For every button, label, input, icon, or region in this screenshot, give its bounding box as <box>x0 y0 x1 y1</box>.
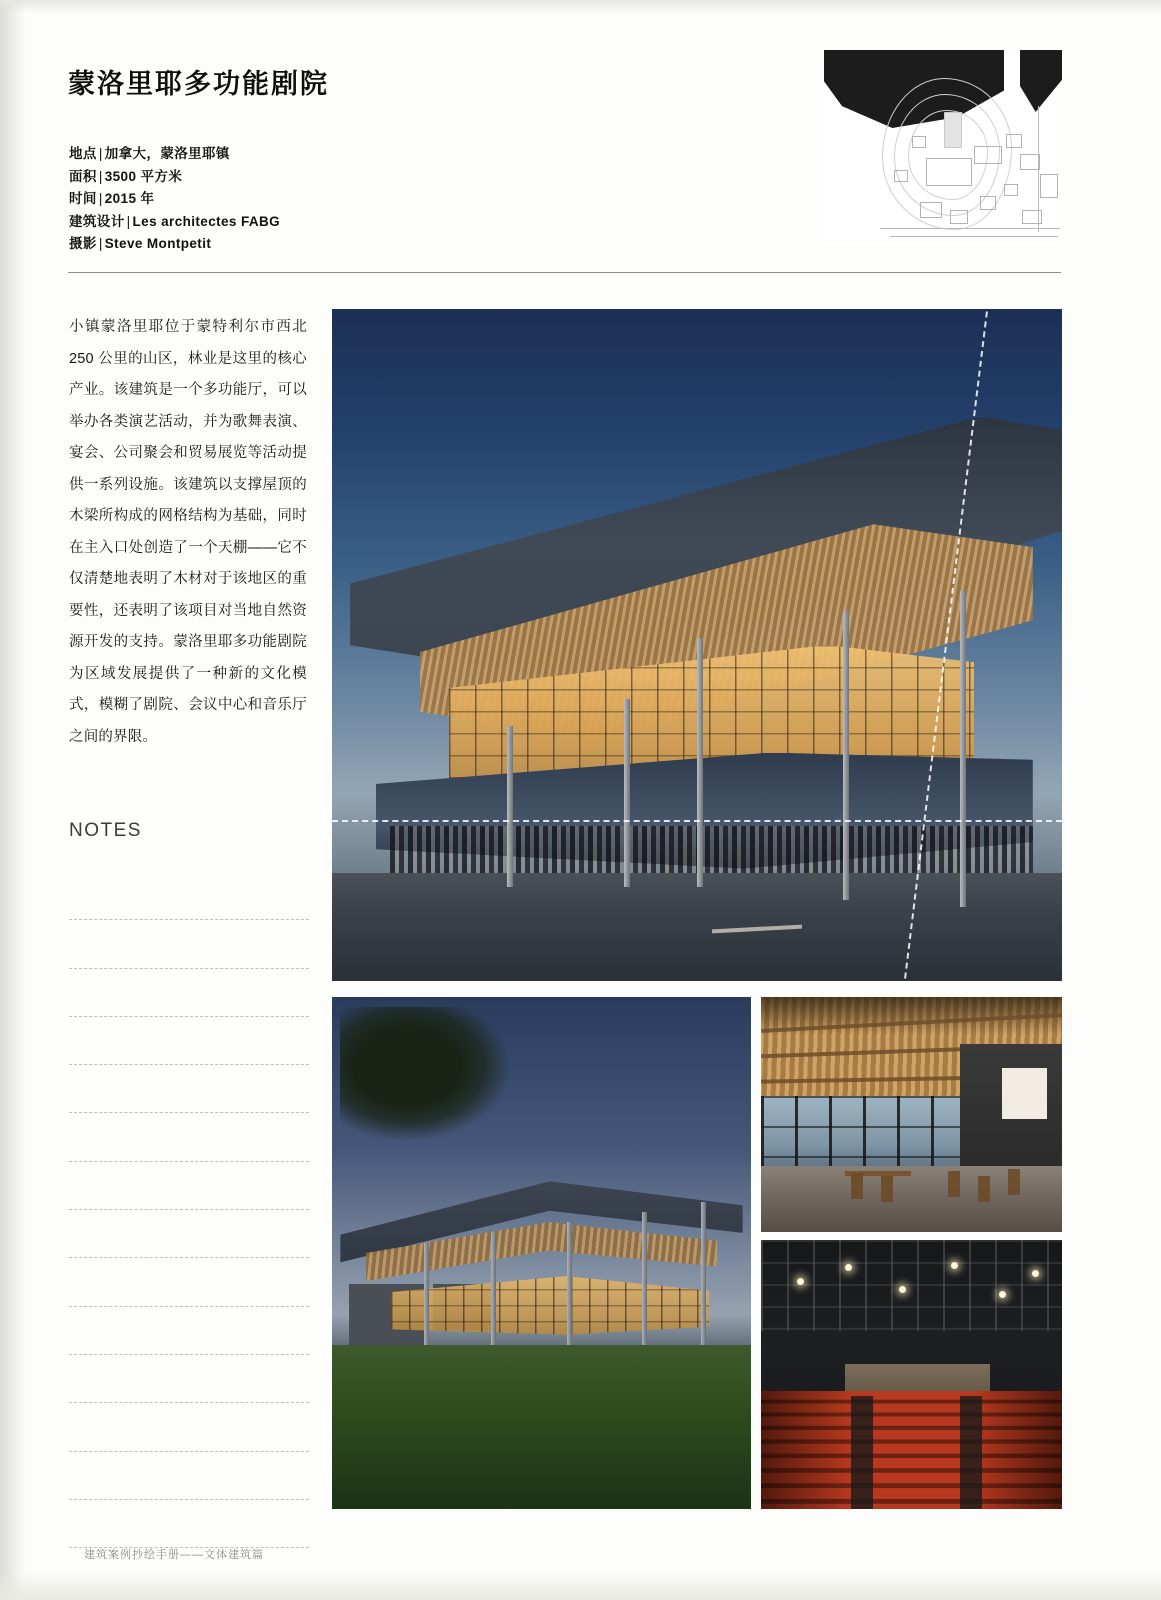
metadata-value: 2015 年 <box>104 191 155 206</box>
metadata-separator: | <box>98 168 103 184</box>
metadata-value: 3500 平方米 <box>104 168 183 184</box>
bar-stool <box>1008 1169 1020 1195</box>
lighting-rig-grid <box>761 1240 1062 1331</box>
exterior-dusk-main-photo <box>332 309 1062 981</box>
aisle <box>960 1396 982 1509</box>
metadata-row <box>69 211 280 234</box>
metadata-row <box>69 233 280 256</box>
metadata-label: 建筑设计 <box>69 213 125 229</box>
note-line[interactable] <box>69 1162 309 1210</box>
bar-stool <box>881 1176 893 1202</box>
window-mullion-grid <box>761 1096 960 1176</box>
wall-artwork <box>1002 1068 1047 1120</box>
annotation-dashed-line <box>332 820 1062 822</box>
crowd-of-people <box>390 826 1032 880</box>
street-ground <box>332 873 1062 981</box>
notes-ruled-area[interactable] <box>69 872 309 1548</box>
structural-column <box>843 611 849 900</box>
note-line[interactable] <box>69 1403 309 1451</box>
site-plan-building <box>980 196 996 210</box>
structural-column <box>624 699 630 887</box>
exterior-lawn-photo <box>332 997 751 1509</box>
site-plan-dark-mass-secondary <box>1020 50 1062 112</box>
stage-light <box>797 1278 804 1285</box>
structural-column <box>697 638 703 887</box>
page-title: 蒙洛里耶多功能剧院 <box>68 69 329 99</box>
scan-edge-shadow <box>0 1570 1161 1600</box>
metadata-label: 摄影 <box>69 236 97 251</box>
seating-shadow-overlay <box>761 1391 1062 1509</box>
metadata-label: 地点 <box>69 146 97 161</box>
site-plan-building <box>1020 154 1040 170</box>
site-plan-building <box>1006 134 1022 148</box>
site-plan-building <box>1022 210 1042 224</box>
site-plan-building <box>974 146 1002 164</box>
site-plan-building <box>1040 174 1058 198</box>
notes-heading: NOTES <box>69 820 142 841</box>
note-line[interactable] <box>69 872 309 920</box>
page-footer: 建筑案例抄绘手册——文体建筑篇 <box>84 1549 264 1561</box>
metadata-row <box>69 143 280 166</box>
metadata-label: 面积 <box>69 168 97 184</box>
bar-stool <box>851 1173 863 1199</box>
note-line[interactable] <box>69 969 309 1017</box>
bar-stool <box>978 1176 990 1202</box>
metadata-row <box>69 188 280 211</box>
header-divider <box>68 272 1061 273</box>
structural-column <box>642 1212 647 1366</box>
tree-silhouette <box>340 1007 508 1140</box>
metadata-row <box>69 166 280 189</box>
structural-column <box>701 1202 706 1366</box>
metadata-value: Steve Montpetit <box>104 236 212 251</box>
structural-column <box>567 1222 572 1365</box>
body-paragraph: 小镇蒙洛里耶位于蒙特利尔市西北 250 公里的山区，林业是这里的核心产业。该建筑是一个多功能厅，可以举办各类演艺活动，并为歌舞表演、宴会、公司聚会和贸易展览等活动提供一系列设施。该建筑以支撑屋顶的木梁所构成的网格结构为基础，同时在主入口处创造了一个天棚——它不仅清楚地表明了木材对于该地区的重要性，还表明了该项目对当地自然资源开发的支持。蒙洛里耶多功能剧院为区域发展提供了一种新的文化模式，模糊了剧院、会议中心和音乐厅之间的界限。 <box>69 319 307 745</box>
site-plan-building <box>926 158 972 186</box>
site-plan-building <box>912 136 926 148</box>
site-plan-road <box>1038 106 1039 232</box>
structural-column <box>960 591 966 907</box>
site-plan-building <box>894 170 908 182</box>
note-line[interactable] <box>69 1452 309 1500</box>
aisle <box>851 1396 873 1509</box>
bar-stool <box>948 1171 960 1197</box>
metadata-separator: | <box>98 191 103 206</box>
metadata-separator: | <box>126 213 131 229</box>
note-line[interactable] <box>69 1065 309 1113</box>
note-line[interactable] <box>69 1210 309 1258</box>
metadata-value: Les architectes FABG <box>132 213 281 229</box>
metadata-value: 加拿大，蒙洛里耶镇 <box>104 146 230 161</box>
site-plan-building <box>920 202 942 218</box>
site-plan-thumbnail <box>824 50 1062 245</box>
note-line[interactable] <box>69 1113 309 1161</box>
metadata-separator: | <box>98 236 103 251</box>
note-line[interactable] <box>69 1500 309 1548</box>
site-plan-building <box>944 112 962 148</box>
site-plan-building <box>1004 184 1018 196</box>
site-plan-road <box>880 228 1060 229</box>
auditorium-interior-photo <box>761 1240 1062 1509</box>
lawn-foreground <box>332 1345 751 1509</box>
interior-lobby-photo <box>761 997 1062 1232</box>
note-line[interactable] <box>69 1355 309 1403</box>
project-metadata <box>69 143 280 256</box>
scan-edge-shadow <box>0 0 26 1600</box>
structural-column <box>507 726 513 887</box>
note-line[interactable] <box>69 1017 309 1065</box>
metadata-separator: | <box>98 146 103 161</box>
stage-light <box>999 1291 1006 1298</box>
note-line[interactable] <box>69 1307 309 1355</box>
site-plan-building <box>950 210 968 224</box>
stage-light <box>951 1262 958 1269</box>
note-line[interactable] <box>69 920 309 968</box>
scan-edge-shadow <box>0 0 1161 14</box>
note-line[interactable] <box>69 1258 309 1306</box>
metadata-label: 时间 <box>69 191 97 206</box>
stage-light <box>1032 1270 1039 1277</box>
site-plan-road <box>890 236 1058 237</box>
